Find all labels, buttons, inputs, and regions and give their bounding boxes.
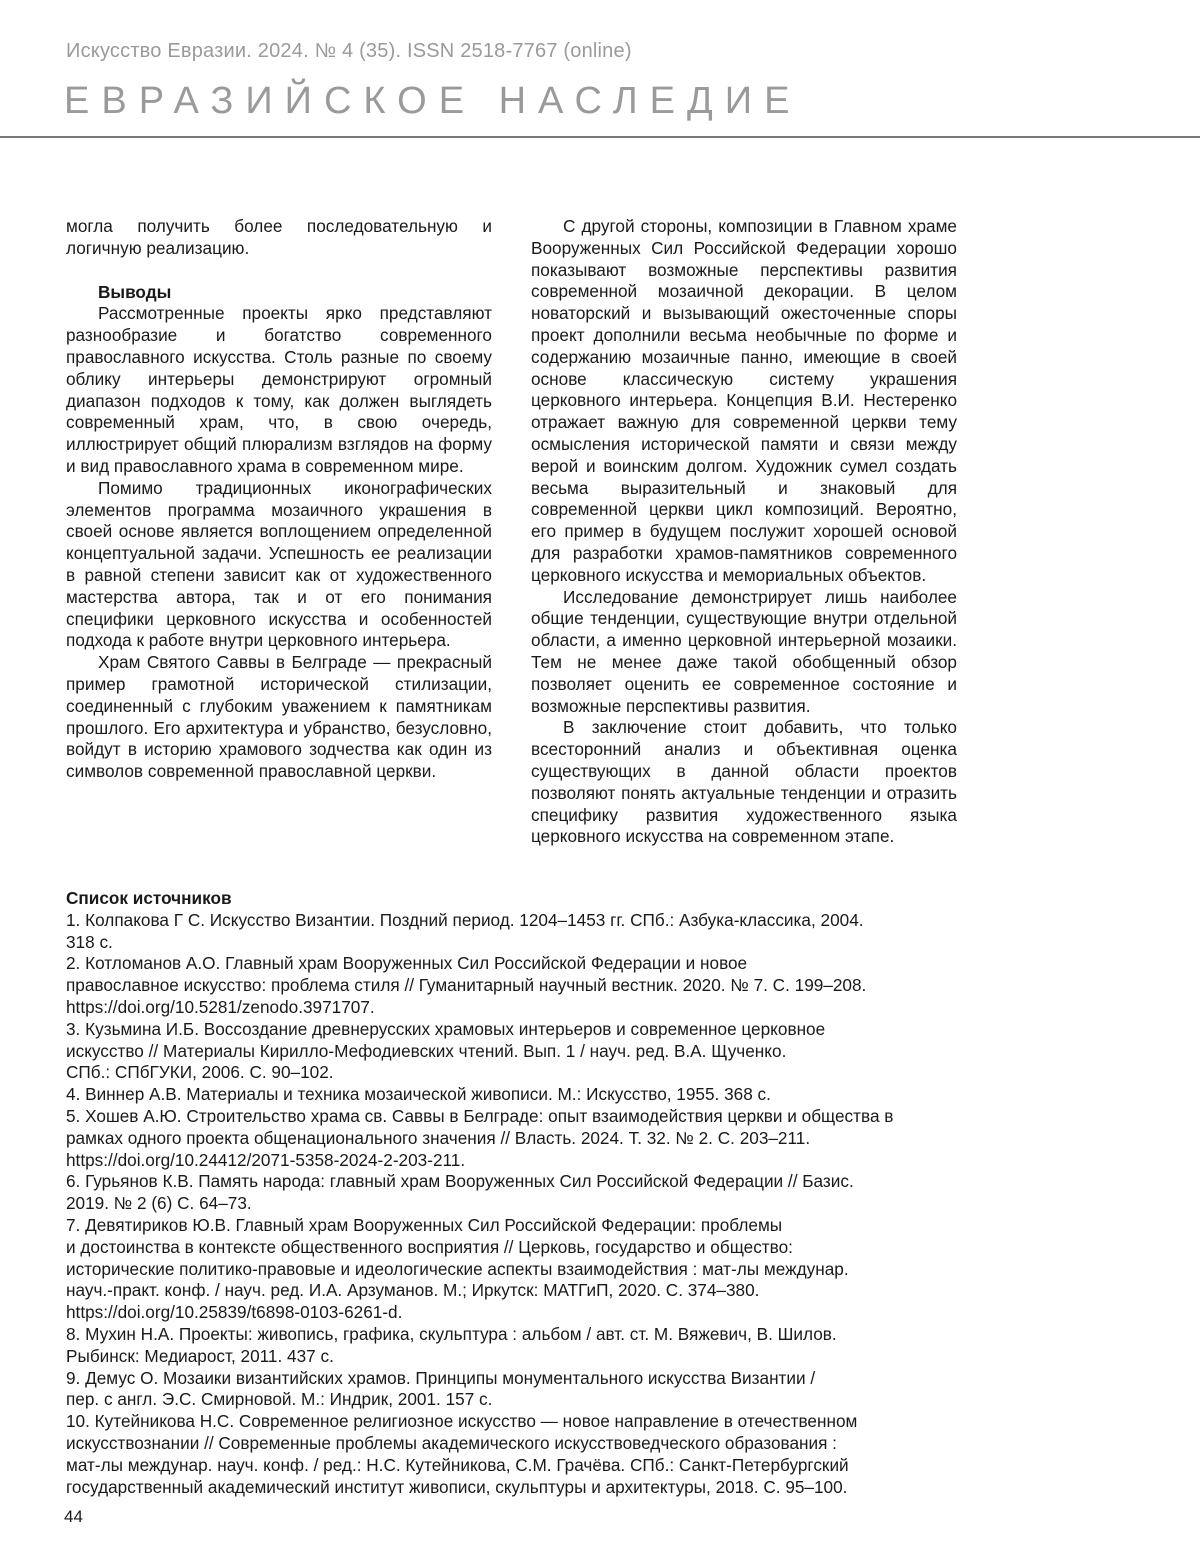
reference-item [66, 910, 966, 954]
reference-item [66, 1171, 966, 1215]
reference-line: 4. Виннер А.В. Материалы и техника мозаической живописи. М.: Искусство, 1955. 368 с. [66, 1084, 771, 1105]
reference-line: https://doi.org/10.25839/t6898-0103-6261-d. [66, 1302, 403, 1323]
reference-line: 7. Девятириков Ю.В. Главный храм Вооруженных Сил Российской Федерации: проблемы [66, 1214, 783, 1235]
left-column [66, 216, 492, 783]
paragraph: могла получить более последовательную и логичную реализацию. [66, 216, 492, 258]
references-heading: Список источников [66, 888, 232, 908]
paragraph: В заключение стоит добавить, что только всесторонний анализ и объективная оценка существующих в данной области проектов позволяют понять актуальные тенденции и отразить специфику развития художественного языка церковного искусства на современном этапе. [531, 717, 957, 847]
reference-line: пер. с англ. Э.С. Смирновой. М.: Индрик, 2001. 157 с. [66, 1389, 493, 1410]
references-section [66, 888, 966, 1498]
reference-line: 5. Хошев А.Ю. Строительство храма св. Саввы в Белграде: опыт взаимодействия церкви и общества в [66, 1105, 894, 1126]
reference-item [66, 1084, 966, 1106]
journal-line: Искусство Евразии. 2024. № 4 (35). ISSN 2518-7767 (online) [66, 40, 632, 62]
reference-line: 1. Колпакова Г С. Искусство Византии. Поздний период. 1204–1453 гг. СПб.: Азбука-классика, 2004. [66, 909, 864, 930]
header-rule [0, 136, 1200, 138]
reference-item [66, 1324, 966, 1368]
reference-line: государственный академический институт живописи, скульптуры и архитектуры, 2018. С. 95–100. [66, 1476, 848, 1497]
reference-line: https://doi.org/10.5281/zenodo.3971707. [66, 996, 375, 1017]
reference-line: 3. Кузьмина И.Б. Воссоздание древнерусских храмовых интерьеров и современное церковное [66, 1018, 826, 1039]
paragraph: Храм Святого Саввы в Белграде — прекрасный пример грамотной исторической стилизации, соединенный с глубоким уважением к памятникам прошлого. Его архитектура и убранство, безусловно, войдут в историю храмового зодчества как один из символов современной православной церкви. [66, 652, 492, 782]
reference-line: https://doi.org/10.24412/2071-5358-2024-2-203-211. [66, 1149, 466, 1170]
section-title: ЕВРАЗИЙСКОЕ НАСЛЕДИЕ [64, 80, 802, 122]
reference-line: 9. Демус О. Мозаики византийских храмов. Принципы монументального искусства Византии / [66, 1367, 816, 1388]
reference-item [66, 1368, 966, 1412]
reference-item [66, 1106, 966, 1171]
reference-line: 2019. № 2 (6) С. 64–73. [66, 1193, 252, 1214]
reference-item [66, 1215, 966, 1324]
reference-line: искусство // Материалы Кирилло-Мефодиевских чтений. Вып. 1 / науч. ред. В.А. Щученко. [66, 1040, 787, 1061]
reference-line: науч.-практ. конф. / науч. ред. И.А. Арзуманов. М.; Иркутск: МАТГиП, 2020. С. 374–380. [66, 1280, 760, 1301]
reference-line: православное искусство: проблема стиля // Гуманитарный научный вестник. 2020. № 7. С. 199–208. [66, 975, 867, 996]
conclusions-heading: Выводы [98, 281, 172, 302]
reference-line: исторические политико-правовые и идеологические аспекты взаимодействия : мат-лы междунар. [66, 1258, 849, 1279]
reference-line: 6. Гурьянов К.В. Память народа: главный храм Вооруженных Сил Российской Федерации // Базис. [66, 1171, 854, 1192]
paragraph: Рассмотренные проекты ярко представляют разнообразие и богатство современного православного искусства. Столь разные по своему облику интерьеры демонстрируют огромный диапазон подходов к тому, как должен выглядеть современный храм, что, в свою очередь, иллюстрирует общий плюрализм взглядов на форму и вид православного храма в современном мире. [66, 303, 492, 476]
reference-line: 318 с. [66, 931, 113, 952]
page-number: 44 [64, 1507, 83, 1526]
reference-line: Рыбинск: Медиарост, 2011. 437 с. [66, 1345, 334, 1366]
reference-line: искусствознании // Современные проблемы академического искусствоведческого образования : [66, 1432, 837, 1453]
reference-item [66, 953, 966, 1018]
reference-line: и достоинства в контексте общественного восприятия // Церковь, государство и общество: [66, 1236, 793, 1257]
paragraph: Помимо традиционных иконографических элементов программа мозаичного украшения в своей основе является воплощением определенной концептуальной задачи. Успешность ее реализации в равной степени зависит как от художественного мастерства автора, так и от его понимания специфики церковного искусства и особенностей подхода к работе внутри церковного интерьера. [66, 477, 492, 651]
paragraph: С другой стороны, композиции в Главном храме Вооруженных Сил Российской Федерации хорошо показывают возможные перспективы развития современной мозаичной декорации. В целом новаторский и вызывающий ожесточенные споры проект дополнили весьма необычные по форме и содержанию мозаичные панно, имеющие в своей основе классическую систему украшения церковного интерьера. Концепция В.И. Нестеренко отражает важную для современной церкви тему осмысления исторической памяти и связи между верой и воинским долгом. Художник сумел создать весьма выразительный и знаковый для современной церкви цикл композиций. Вероятно, его пример в будущем послужит хорошей основой для разработки храмов-памятников современного церковного искусства и мемориальных объектов. [531, 216, 957, 585]
reference-line: 10. Кутейникова Н.С. Современное религиозное искусство — новое направление в отечественном [66, 1411, 858, 1432]
reference-line: рамках одного проекта общенационального значения // Власть. 2024. Т. 32. № 2. С. 203–211. [66, 1127, 811, 1148]
paragraph: Исследование демонстрирует лишь наиболее общие тенденции, существующие внутри отдельной области, а именно церковной интерьерной мозаики. Тем не менее даже такой обобщенный обзор позволяет оценить ее современное состояние и возможные перспективы развития. [531, 586, 957, 716]
reference-list [66, 910, 966, 1499]
reference-item [66, 1411, 966, 1498]
reference-line: 8. Мухин Н.А. Проекты: живопись, графика, скульптура : альбом / авт. ст. М. Вяжевич, В. Шилов. [66, 1323, 837, 1344]
reference-item [66, 1019, 966, 1084]
reference-line: 2. Котломанов А.О. Главный храм Вооруженных Сил Российской Федерации и новое [66, 953, 748, 974]
reference-line: СПб.: СПбГУКИ, 2006. С. 90–102. [66, 1062, 334, 1083]
reference-line: мат-лы междунар. науч. конф. / ред.: Н.С. Кутейникова, С.М. Грачёва. СПб.: Санкт-Петербургский [66, 1454, 849, 1475]
right-column [531, 216, 957, 848]
